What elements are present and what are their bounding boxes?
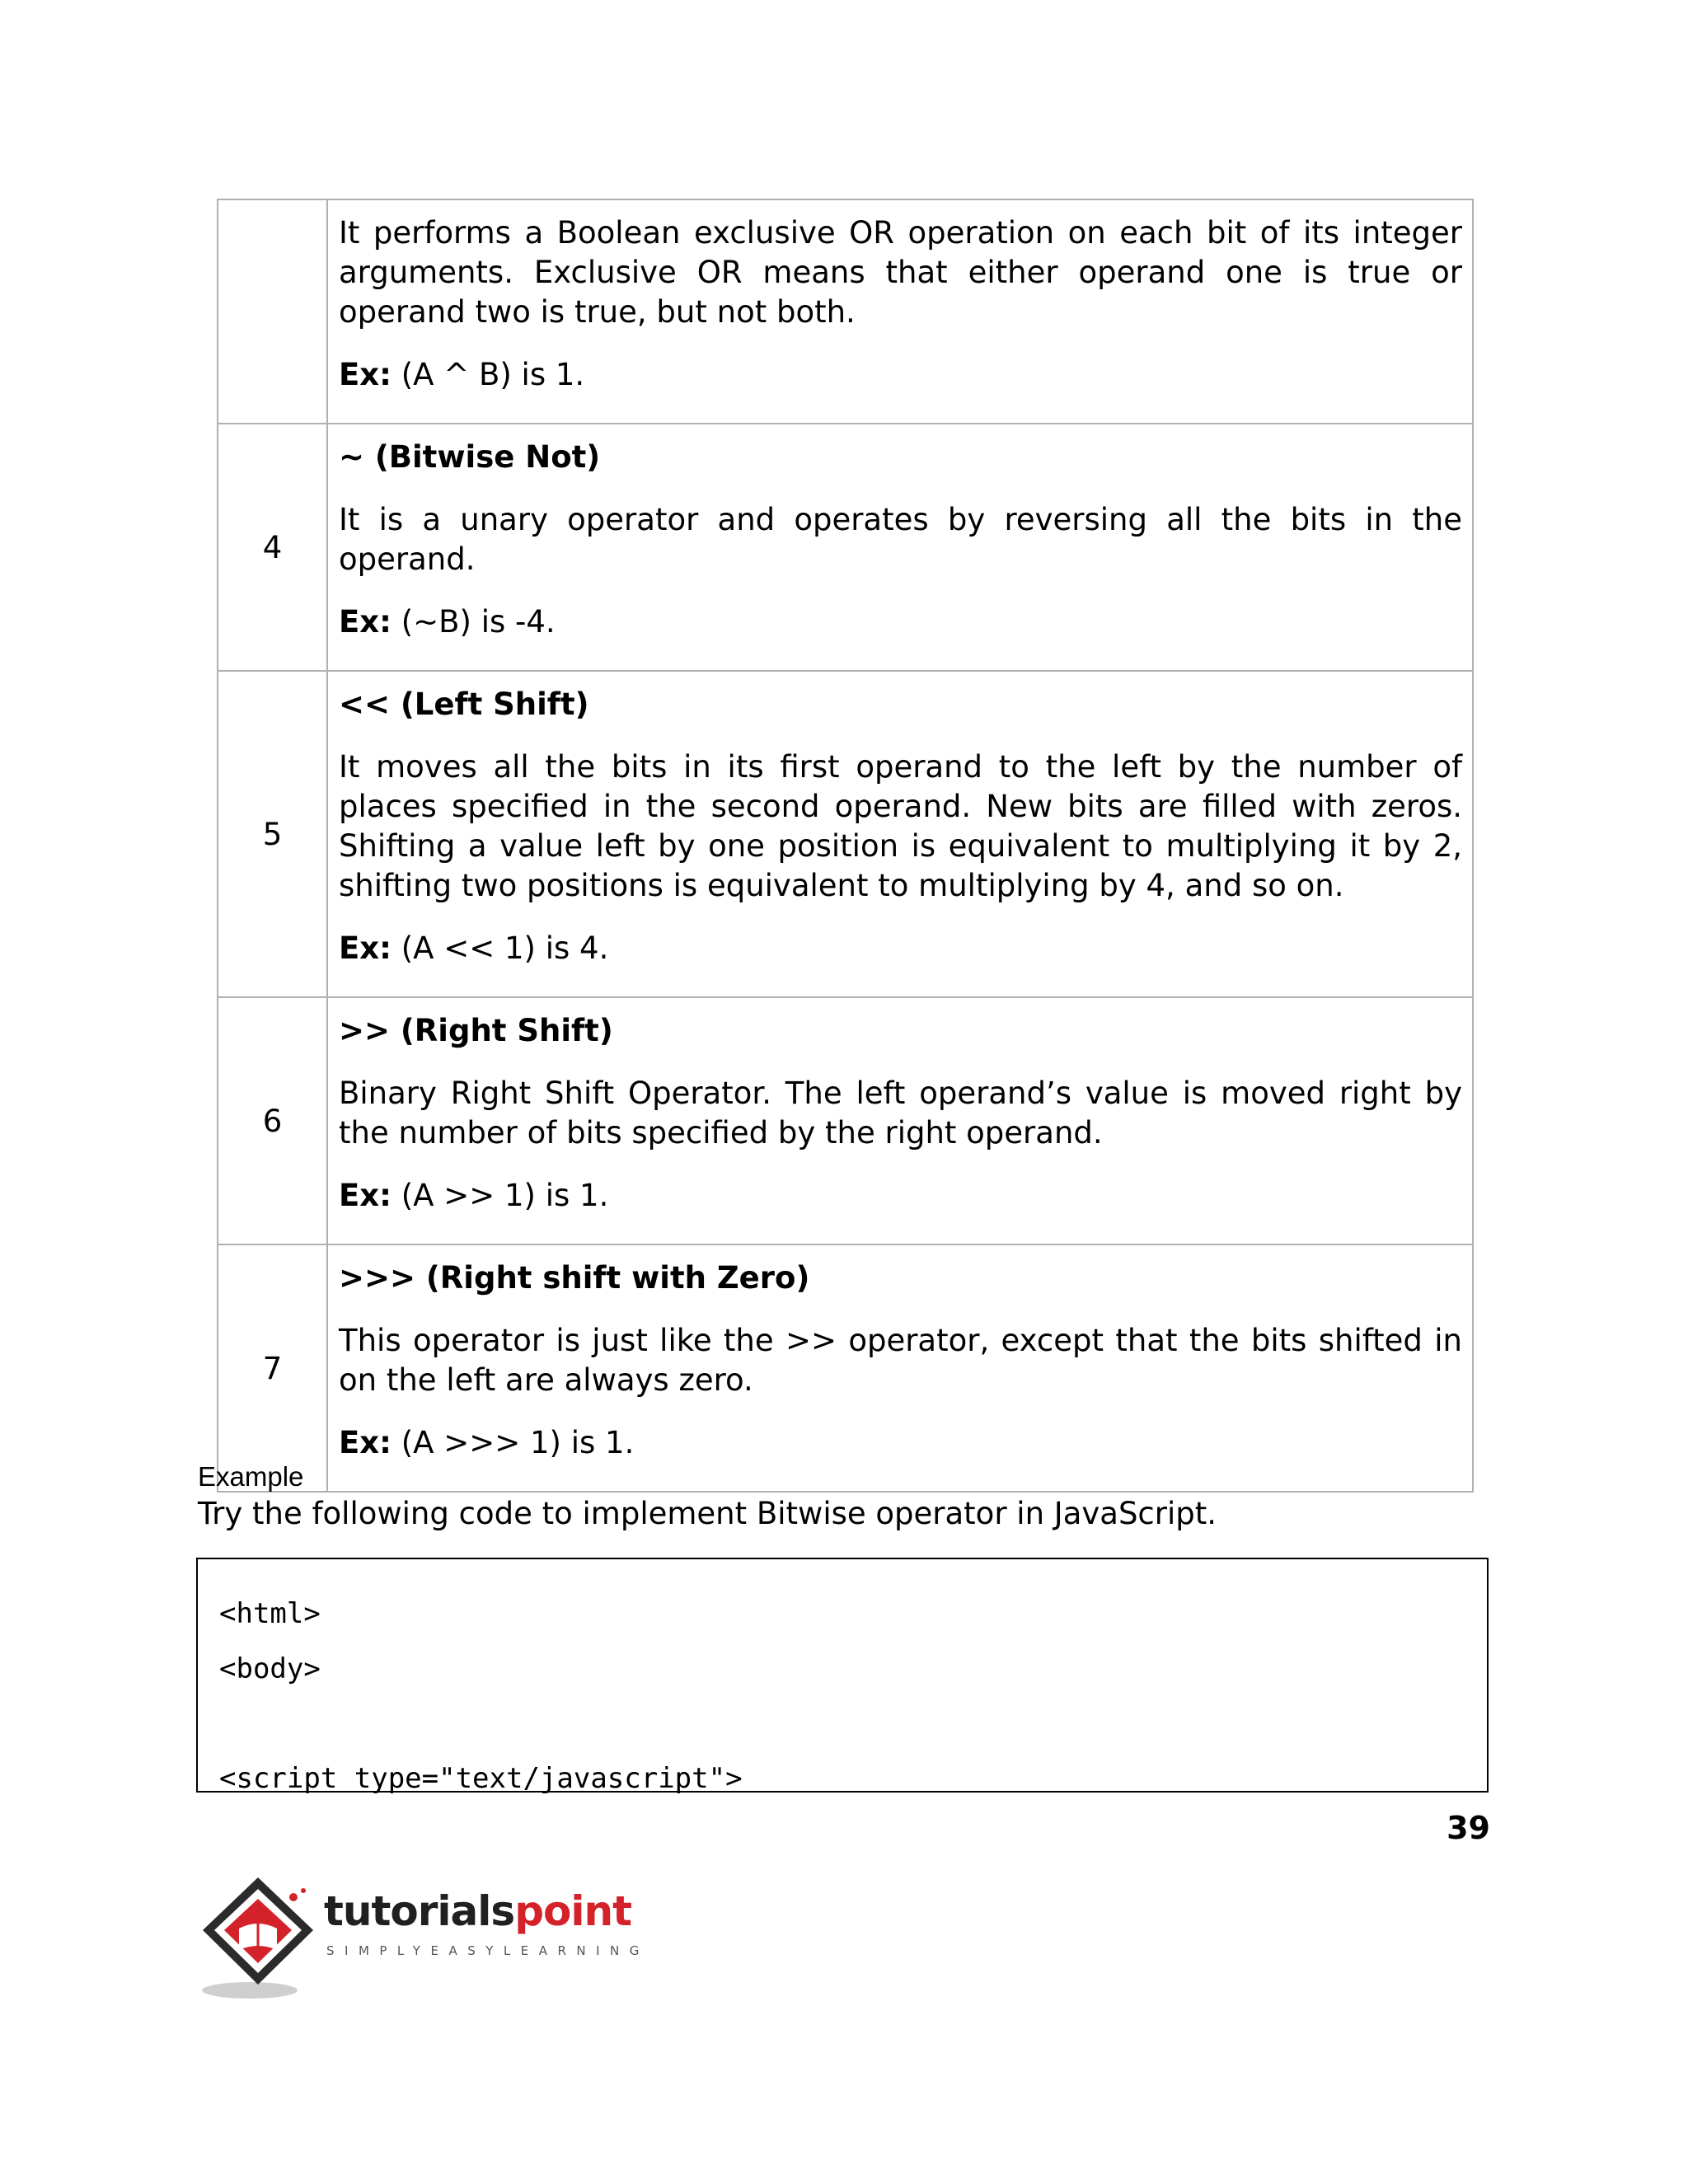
example-label: Ex: [339,357,392,392]
operator-title: << (Left Shift) [339,687,589,722]
row-description: It moves all the bits in its first operand to the left by the number of places specified in the second operand. New bits are filled with zeros. Shifting a value left by one position is equivalent to multiplying it by 2, shifting two positions is equivalent to multiplying by 4, and so on. [339,749,1462,903]
row-example [339,355,1462,395]
row-description: It performs a Boolean exclusive OR operation on each bit of its integer arguments. Exclusive OR means that either operand one is true or operand two is true, but not both. [339,215,1462,330]
row-description-cell [327,671,1473,997]
logo-emblem-icon [196,1871,328,2003]
row-description-cell [327,1244,1473,1492]
logo-wordmark-part2: point [514,1887,631,1935]
page-number: 39 [1447,1810,1490,1846]
example-value: (A ^ B) is 1. [391,357,585,392]
operator-title: ~ (Bitwise Not) [339,439,601,475]
row-number: 6 [218,997,327,1244]
table-row [218,199,1473,424]
example-intro: Try the following code to implement Bitwise operator in JavaScript. [198,1496,1217,1531]
example-value: (A >> 1) is 1. [391,1178,609,1213]
row-description: It is a unary operator and operates by reversing all the bits in the operand. [339,502,1462,577]
operator-title: >>> (Right shift with Zero) [339,1260,810,1296]
operator-title: >> (Right Shift) [339,1013,613,1048]
table-row [218,1244,1473,1492]
table-row [218,997,1473,1244]
row-description-cell [327,424,1473,671]
code-line: <script type="text/javascript"> [219,1762,743,1795]
table-row [218,424,1473,671]
logo-wordmark-part1: tutorials [324,1887,515,1935]
row-example [339,929,1462,968]
row-description: Binary Right Shift Operator. The left operand’s value is moved right by the number of bits specified by the right operand. [339,1076,1462,1151]
example-label: Ex: [339,1178,392,1213]
code-line: <html> [219,1597,321,1630]
code-block [196,1558,1489,1793]
logo-wordmark [324,1887,631,1935]
row-number [218,199,327,424]
row-description: This operator is just like the >> operator, except that the bits shifted in on the left are always zero. [339,1323,1462,1398]
example-label: Ex: [339,1425,392,1460]
row-example [339,602,1462,642]
example-value: (A << 1) is 4. [391,930,609,966]
row-number: 4 [218,424,327,671]
row-example [339,1423,1462,1463]
example-heading: Example [198,1461,304,1492]
row-description-cell [327,199,1473,424]
example-label: Ex: [339,604,392,640]
code-line: <body> [219,1652,321,1685]
example-label: Ex: [339,930,392,966]
row-number: 7 [218,1244,327,1492]
row-number: 5 [218,671,327,997]
example-value: (~B) is -4. [391,604,556,640]
tutorialspoint-logo [196,1871,649,2003]
operators-table [217,199,1474,1493]
code-line [219,1697,1467,1751]
example-value: (A >>> 1) is 1. [391,1425,635,1460]
row-description-cell [327,997,1473,1244]
row-example [339,1176,1462,1216]
logo-tagline: SIMPLYEASYLEARNING [326,1943,649,1958]
table-row [218,671,1473,997]
